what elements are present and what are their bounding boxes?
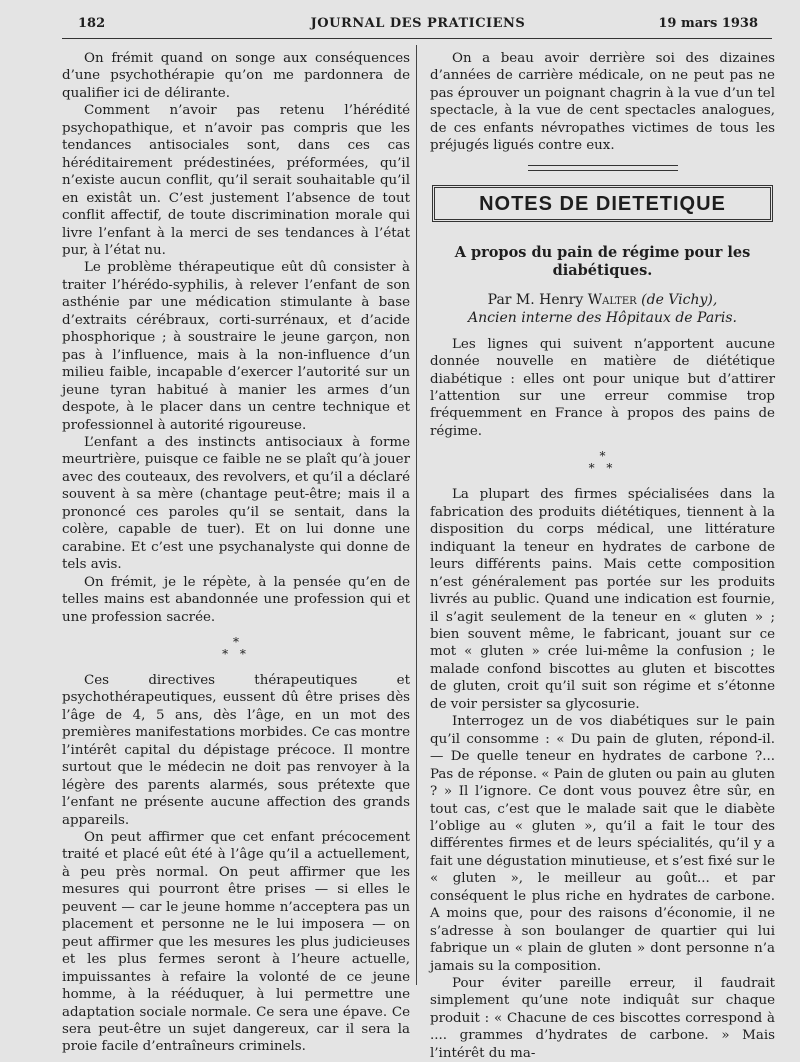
- page-number: 182: [78, 16, 106, 31]
- paragraph: Ces directives thérapeutiques et psychothérapeutiques, eussent dû être prises dès l’âge de 4, 5 ans, dès l’âge, en un mot des premières manifestations morbides. Ce cas montre l’intérêt capital du dépistage précoce. Il montre surtout que le médecin ne doit pas renvoyer à la légère des parents alarmés, sous prétexte que l’enfant ne présente aucune affection des grands appareils.: [62, 672, 410, 828]
- author-affiliation: Ancien interne des Hôpitaux de Paris.: [468, 310, 737, 327]
- section-double-rule: [528, 165, 678, 171]
- section-asterism: [430, 450, 775, 474]
- paragraph: On frémit quand on songe aux conséquences d’une psychothérapie qu’on me pardonnera de qualifier ici de délirante.: [62, 51, 410, 101]
- asterism-top: *: [233, 634, 239, 649]
- paragraph: Comment n’avoir pas retenu l’hérédité psychopathique, et n’avoir pas compris que les tendances antisociales sont, dans ces cas héréditairement prédestinées, préformées, qu’il n’existe aucun conflit, qu’il serait souhaitable qu’il en existât un. C’est justement l’absence de tout conflit affectif, de toute discrimination morale qui livre l’enfant à la merci de ses tendances à l’état pur, à l’état nu.: [62, 103, 410, 258]
- paragraph: Interrogez un de vos diabétiques sur le pain qu’il consomme : « Du pain de gluten, répond-il. — De quelle teneur en hydrates de carbone ?... Pas de réponse. « Pain de gluten ou pain au gluten ? » Il l’ignore. Ce dont vous pouvez être sûr, en tout cas, c’est que le malade sait que le diabète l’oblige au « gluten », qu’il a fait le tour des différentes firmes et de leurs spécialités, qu’il y a fait une dégustation minutieuse, et s’est fixé sur le « gluten », le meilleur au goût... et par conséquent le plus riche en hydrates de carbone. A moins que, pour des raisons d’économie, il ne s’adresse à son boulanger de quartier qui lui fabrique un « plain de gluten » dont personne n’a jamais su la composition.: [430, 714, 775, 974]
- asterism-top: *: [599, 449, 606, 464]
- lead-paragraph: Les lignes qui suivent n’apportent aucune donnée nouvelle en matière de diététique diabétique : elles ont pour unique but d’attirer l’attention sur une erreur commise trop fréquemment en France à propos des pains de régime.: [430, 336, 775, 439]
- author-name: Walter: [587, 292, 637, 309]
- paragraph: On peut affirmer que cet enfant précocement traité et placé eût été à l’âge qu’il a actuellement, à peu près normal. On peut affirmer que les mesures qui pourront être prises — si elles le peuvent — car le jeune homme n’acceptera pas un placement et personne ne le lui imposera — on peut affirmer que les mesures les plus judicieuses et les plus fermes seront à l’heure actuelle, impuissantes à refaire la volonté de ce jeune homme, à la rééduquer, à lui permettre une adaptation sociale normale. Ce sera une épave. Ce sera peut-être un sujet dangereux, car il sera la proie facile d’entraîneurs criminels.: [62, 830, 410, 1055]
- column-divider: [416, 45, 417, 985]
- left-column: [62, 50, 410, 1056]
- page-header: [78, 14, 758, 36]
- author-place: (de Vichy),: [641, 292, 718, 309]
- right-column: [430, 50, 775, 1062]
- paragraph: On a beau avoir derrière soi des dizaines d’années de carrière médicale, on ne peut pas ne pas éprouver un poignant chagrin à la vue d’un tel spectacle, à la vue de cent spectacles analogues, de ces enfants névropathes victimes de tous les préjugés ligués contre eux.: [430, 51, 775, 154]
- header-rule: [62, 38, 772, 39]
- byline-prefix: Par M. Henry: [487, 292, 584, 309]
- byline: [430, 290, 775, 310]
- article-title: A propos du pain de régime pour les diabétiques.: [454, 244, 751, 280]
- asterism-bottom: * *: [222, 646, 250, 661]
- paragraph: L’enfant a des instincts antisociaux à forme meurtrière, puisque ce faible ne se plaît qu’à jouer avec des couteaux, des revolvers, et qu’il a déclaré souvent à sa mère (chantage peut-être; mais il a prononcé ces paroles qu’il se sentait, dans la colère, capable de tuer). Et on lui donne une carabine. Et c’est une psychanalyste qui donne de tels avis.: [62, 434, 410, 573]
- asterism-bottom: * *: [588, 461, 617, 476]
- paragraph: On frémit, je le répète, à la pensée qu’en de telles mains est abandonnée une profession qui et une profession sacrée.: [62, 574, 410, 625]
- paragraph: Le problème thérapeutique eût dû consister à traiter l’hérédo-syphilis, à relever l’enfant de son asthénie par une médication stimulante à base d’extraits cérébraux, corti-surrénaux, et d’acide phosphorique ; à soustraire le jeune garçon, non pas à l’influence, mais à la non-influence d’un milieu faible, incapable d’exercer l’autorité sur un jeune tyran habitué à manier les armes d’un despote, à le placer dans un centre technique et professionnel à autorité rigoureuse.: [62, 260, 410, 433]
- issue-date: 19 mars 1938: [658, 16, 758, 31]
- section-asterism: [62, 636, 410, 660]
- paragraph: La plupart des firmes spécialisées dans la fabrication des produits diététiques, tiennent à la disposition du corps médical, une littérature indiquant la teneur en hydrates de carbone de leurs différents pains. Mais cette composition n’est généralement pas portée sur les produits livrés au public. Quand une indication est fournie, il s’agit seulement de la teneur en « gluten » ; bien souvent même, le fabricant, jouant sur ce mot « gluten » crée lui-même la confusion ; le malade confond biscottes au gluten et biscottes de gluten, croit qu’il suit son régime et s’étonne de voir persister sa glycosurie.: [430, 487, 775, 712]
- paragraph: Pour éviter pareille erreur, il faudrait simplement qu’une note indiquât sur chaque produit : « Chacune de ces biscottes correspond à .... grammes d’hydrates de carbone. » Mais l’intérêt du ma-: [430, 976, 775, 1061]
- journal-title: JOURNAL DES PRATICIENS: [310, 16, 526, 31]
- section-rubric: NOTES DE DIETETIQUE: [432, 185, 773, 222]
